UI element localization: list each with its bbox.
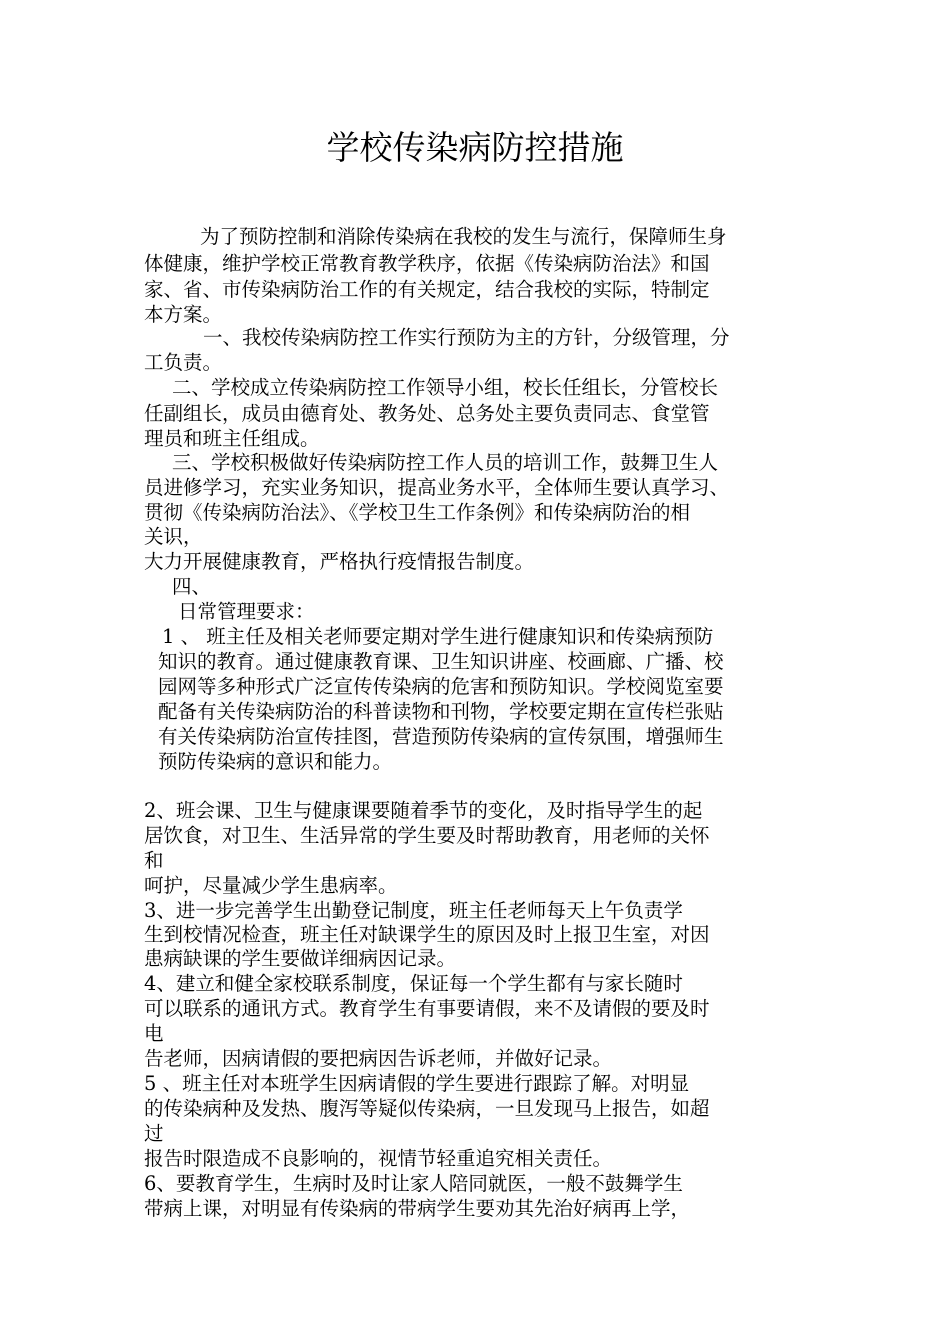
body-line: 有关传染病防治宣传挂图，营造预防传染病的宣传氛围，增强师生 <box>158 725 724 748</box>
body-line: 关识， <box>144 525 203 548</box>
body-line: 贯彻《传染病防治法》、《学校卫生工作条例》和传染病防治的相 <box>144 501 691 524</box>
body-line: 体健康，维护学校正常教育教学秩序，依据《传染病防治法》和国 <box>144 252 710 275</box>
body-line: 告老师，因病请假的要把病因告诉老师，并做好记录。 <box>144 1047 613 1070</box>
body-line: 预防传染病的意识和能力。 <box>158 750 393 773</box>
body-line: 大力开展健康教育，严格执行疫情报告制度。 <box>144 550 535 573</box>
body-line: 患病缺课的学生要做详细病因记录。 <box>144 947 457 970</box>
body-line: 任副组长，成员由德育处、教务处、总务处主要负责同志、食堂管 <box>144 402 710 425</box>
body-line: 可以联系的通讯方式。教育学生有事要请假，来不及请假的要及时 <box>144 997 710 1020</box>
body-line: 四、 <box>172 575 212 598</box>
body-line: 5 、班主任对本班学生因病请假的学生要进行跟踪了解。对明显 <box>144 1072 690 1095</box>
body-line: 知识的教育。通过健康教育课、卫生知识讲座、校画廊、广播、校 <box>158 650 724 673</box>
body-line: 过 <box>144 1122 164 1145</box>
body-line: 电 <box>144 1022 164 1045</box>
body-line: 理员和班主任组成。 <box>144 427 320 450</box>
body-line: 配备有关传染病防治的科普读物和刊物，学校要定期在宣传栏张贴 <box>158 700 724 723</box>
body-line: 6、要教育学生，生病时及时让家人陪同就医，一般不鼓舞学生 <box>144 1172 683 1195</box>
body-line: 日常管理要求： <box>178 600 315 623</box>
body-line: 呵护，尽量减少学生患病率。 <box>144 874 398 897</box>
body-line: 报告时限造成不良影响的，视情节轻重追究相关责任。 <box>144 1147 613 1170</box>
body-line: 本方案。 <box>144 303 223 326</box>
body-line: 3、进一步完善学生出勤登记制度，班主任老师每天上午负责学 <box>144 899 683 922</box>
document-title: 学校传染病防控措施 <box>326 128 624 167</box>
body-line: 4、建立和健全家校联系制度，保证每一个学生都有与家长随时 <box>144 972 683 995</box>
body-line: 为了预防控制和消除传染病在我校的发生与流行，保障师生身 <box>200 225 727 248</box>
body-line: 的传染病种及发热、腹泻等疑似传染病，一旦发现马上报告，如超 <box>144 1097 710 1120</box>
body-line: 员进修学习，充实业务知识，提高业务水平，全体师生要认真学习、 <box>144 476 730 499</box>
body-line: 居饮食，对卫生、生活异常的学生要及时帮助教育，用老师的关怀 <box>144 824 710 847</box>
body-line: 一、我校传染病防控工作实行预防为主的方针，分级管理，分 <box>203 326 730 349</box>
body-line: 园网等多种形式广泛宣传传染病的危害和预防知识。学校阅览室要 <box>158 675 724 698</box>
body-line: 二、学校成立传染病防控工作领导小组，校长任组长，分管校长 <box>172 376 719 399</box>
body-line: 工负责。 <box>144 351 223 374</box>
body-line: 和 <box>144 849 164 872</box>
body-line: 三、学校积极做好传染病防控工作人员的培训工作，鼓舞卫生人 <box>172 451 719 474</box>
body-line: 带病上课，对明显有传染病的带病学生要劝其先治好病再上学， <box>144 1197 691 1220</box>
body-line: 家、省、市传染病防治工作的有关规定，结合我校的实际，特制定 <box>144 278 710 301</box>
body-line: 1 、 班主任及相关老师要定期对学生进行健康知识和传染病预防 <box>162 625 714 648</box>
body-line: 2、班会课、卫生与健康课要随着季节的变化，及时指导学生的起 <box>144 799 703 822</box>
body-line: 生到校情况检查，班主任对缺课学生的原因及时上报卫生室，对因 <box>144 923 710 946</box>
